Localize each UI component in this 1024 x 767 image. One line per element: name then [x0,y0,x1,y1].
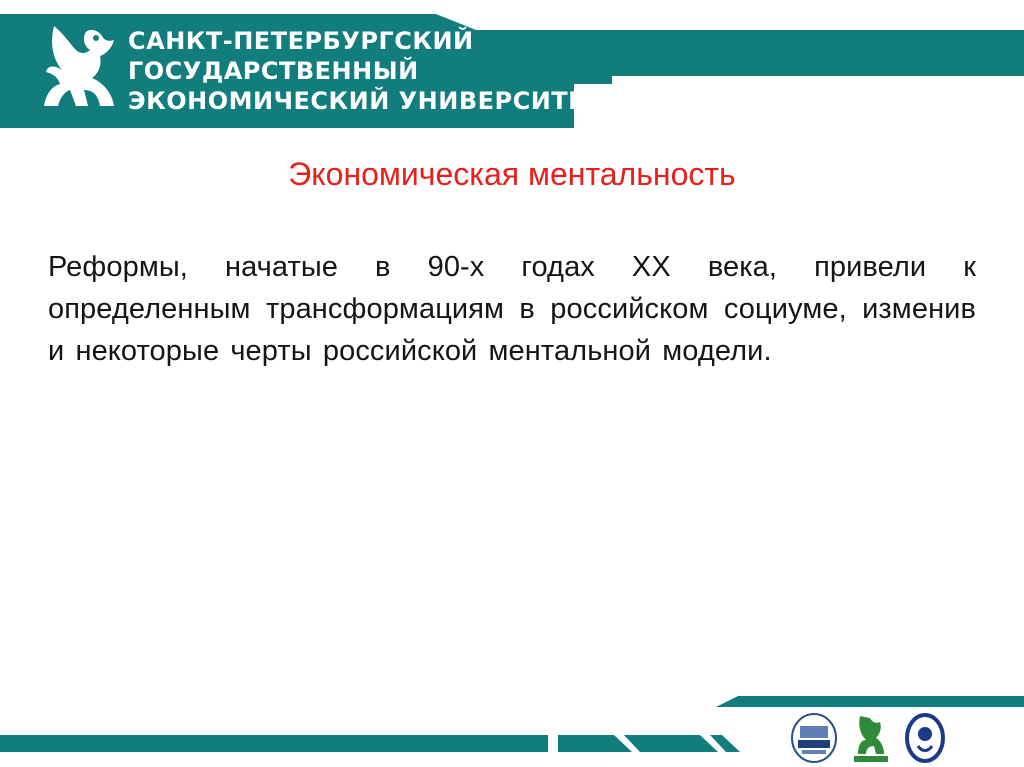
griffin-logo-2 [850,712,892,764]
griffin-icon [36,20,120,118]
university-name-line-1: САНКТ-ПЕТЕРБУРГСКИЙ [128,27,474,55]
badge-logo-1 [790,712,838,764]
slide-body-text: Реформы, начатые в 90-х годах XX века, привели к определенным трансформациям в российском социуме, изменив и некоторые черты российской ментальной модели. [48,251,976,367]
university-name-line-2: ГОСУДАРСТВЕННЫЙ [128,57,419,85]
university-name-line-3: ЭКОНОМИЧЕСКИЙ УНИВЕРСИТЕТ [128,87,602,115]
university-name [128,26,602,116]
oval-logo-3 [904,712,946,764]
slide-title: Экономическая ментальность [288,156,736,192]
